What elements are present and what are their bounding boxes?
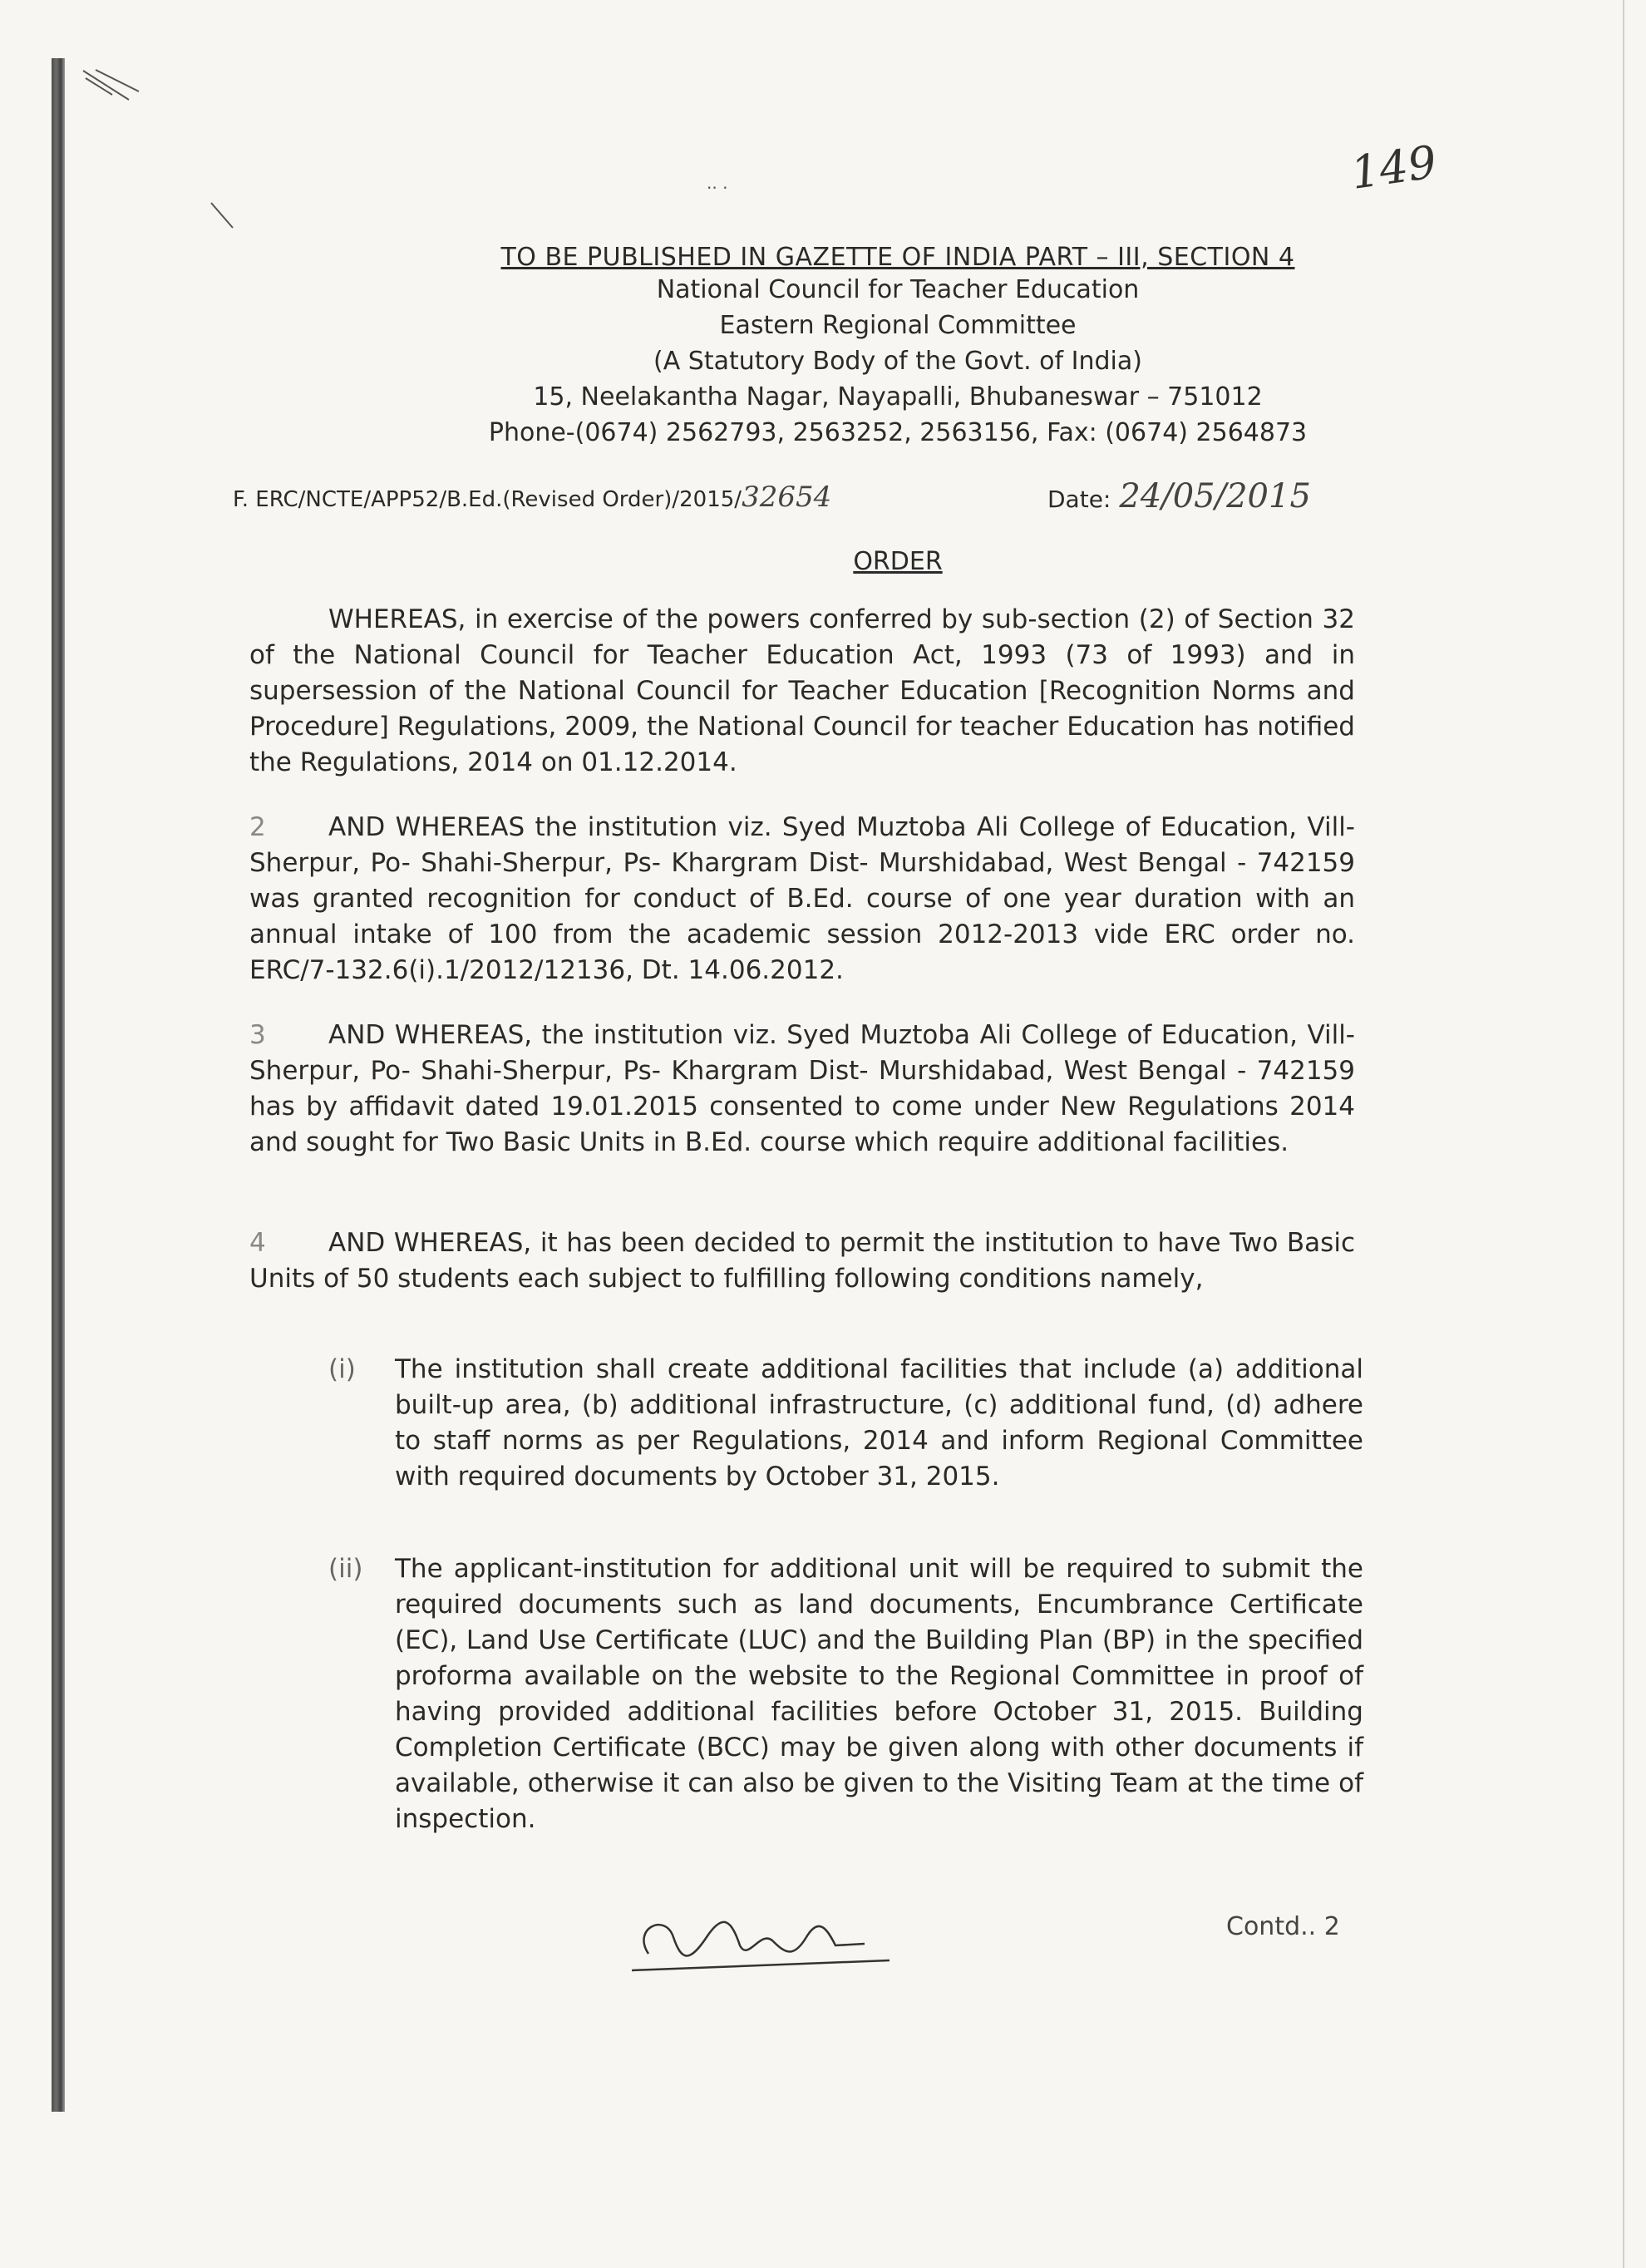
paragraph-text: AND WHEREAS the institution viz. Syed Muztoba Ali College of Education, Vill- Sherpur, Po- Shahi-Sherpur, Ps- Khargram Dist- Murshidabad, West Bengal - 742159 was granted recognition for conduct of B.Ed. course of one year duration with an annual intake of 100 from the academic session 2012-2013 vide ERC order no. ERC/7-132.6(i).1/2012/12136, Dt. 14.06.2012. (249, 812, 1355, 985)
pen-tick-mark (208, 200, 241, 233)
paragraph-3 (249, 1018, 1355, 1161)
stray-marks: ·· · (707, 178, 728, 198)
file-number-handwritten: 32654 (742, 481, 832, 514)
order-title: ORDER (853, 547, 943, 576)
phone-fax: Phone-(0674) 2562793, 2563252, 2563156, Fax: (0674) 2564873 (488, 418, 1308, 447)
paragraph-2 (249, 810, 1355, 989)
date-handwritten: 24/05/2015 (1119, 477, 1311, 515)
paragraph-number: 4 (249, 1228, 266, 1258)
gazette-notice: TO BE PUBLISHED IN GAZETTE OF INDIA PART – III, SECTION 4 (500, 243, 1295, 272)
paragraph-4 (249, 1225, 1355, 1297)
date-label: Date: (1047, 486, 1111, 513)
org-name: National Council for Teacher Education (656, 275, 1140, 304)
pen-scratch-mark (79, 67, 145, 116)
order-date (1047, 477, 1311, 515)
letterhead (0, 243, 1646, 451)
page-number: 149 (1348, 136, 1440, 200)
paragraph-text: AND WHEREAS, it has been decided to permit the institution to have Two Basic Units of 50 students each subject to fulfilling following conditions namely, (249, 1228, 1355, 1294)
address: 15, Neelakantha Nagar, Nayapalli, Bhubaneswar – 751012 (533, 382, 1263, 412)
signature (615, 1904, 914, 1979)
condition-text: The institution shall create additional facilities that include (a) additional built-up area, (b) additional infrastructure, (c) additional fund, (d) adhere to staff norms as per Regulations, 2014 and inform Regional Committee with required documents by October 31, 2015. (395, 1354, 1363, 1491)
condition-ii (328, 1551, 1363, 1837)
condition-text: The applicant-institution for additional unit will be required to submit the required documents such as land documents, Encumbrance Certificate (EC), Land Use Certificate (LUC) and the Building Plan (BP) in the specified proforma available on the website to the Regional Committee in proof of having provided additional facilities before October 31, 2015. Building Completion Certificate (BCC) may be given along with other documents if available, otherwise it can also be given to the Visiting Team at the time of inspection. (395, 1554, 1363, 1834)
paragraph-number: 3 (249, 1020, 266, 1050)
committee-name: Eastern Regional Committee (719, 311, 1077, 340)
paragraph-text: AND WHEREAS, the institution viz. Syed Muztoba Ali College of Education, Vill- Sherpur, Po- Shahi-Sherpur, Ps- Khargram Dist- Murshidabad, West Bengal - 742159 has by affidavit dated 19.01.2015 consented to come under New Regulations 2014 and sought for Two Basic Units in B.Ed. course which require additional facilities. (249, 1020, 1355, 1157)
continued-note: Contd.. 2 (1226, 1912, 1340, 1941)
paragraph-number: 2 (249, 812, 266, 842)
condition-i (328, 1352, 1363, 1495)
file-number: F. ERC/NCTE/APP52/B.Ed.(Revised Order)/2015/ (233, 487, 742, 512)
condition-marker: (ii) (328, 1554, 363, 1584)
file-reference (233, 481, 831, 514)
paragraph-1 (249, 602, 1355, 781)
condition-marker: (i) (328, 1354, 356, 1384)
statutory-body: (A Statutory Body of the Govt. of India) (653, 347, 1142, 376)
paragraph-text: WHEREAS, in exercise of the powers conferred by sub-section (2) of Section 32 of the National Council for Teacher Education Act, 1993 (73 of 1993) and in supersession of the National Council for Teacher Education [Recognition Norms and Procedure] Regulations, 2009, the National Council for teacher Education has notified the Regulations, 2014 on 01.12.2014. (249, 604, 1355, 777)
